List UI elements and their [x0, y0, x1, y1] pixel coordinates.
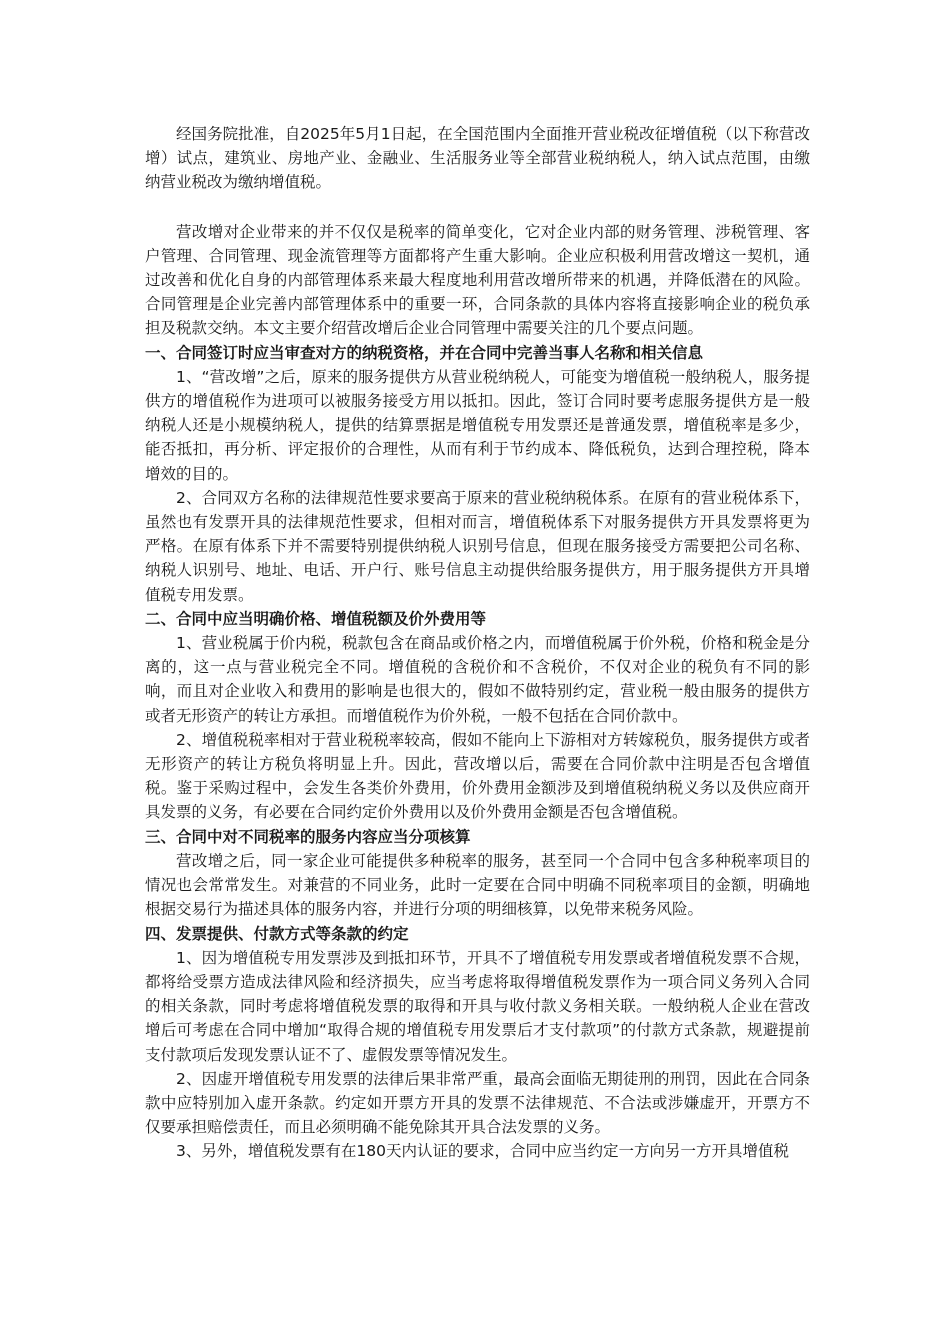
section-1-paragraph-2: 2、合同双方名称的法律规范性要求要高于原来的营业税纳税体系。在原有的营业税体系下，虽然也有发票开具的法律规范性要求，但相对而言，增值税体系下对服务提供方开具发票将更为严格。在原有体系下并不需要特别提供纳税人识别号信息，但现在服务接受方需要把公司名称、纳税人识别号、地址、电话、开户行、账号信息主动提供给服务提供方，用于服务提供方开具增值税专用发票。 — [145, 488, 810, 604]
document-page — [145, 122, 810, 1164]
section-4-paragraph-3: 3、另外，增值税发票有在180天内认证的要求，合同中应当约定一方向另一方开具增值税 — [176, 1142, 789, 1161]
section-3-heading: 三、合同中对不同税率的服务内容应当分项核算 — [145, 827, 471, 846]
section-1-paragraph-1: 1、“营改增”之后，原来的服务提供方从营业税纳税人，可能变为增值税一般纳税人，服务提供方的增值税作为进项可以被服务接受方用以抵扣。因此，签订合同时要考虑服务提供方是一般纳税人还是小规模纳税人，提供的结算票据是增值税专用发票还是普通发票，增值税率是多少，能否抵扣，再分析、评定报价的合理性，从而有利于节约成本、降低税负，达到合理控税，降本增效的目的。 — [145, 367, 810, 483]
intro-paragraph-2: 营改增对企业带来的并不仅仅是税率的简单变化，它对企业内部的财务管理、涉税管理、客户管理、合同管理、现金流管理等方面都将产生重大影响。企业应积极利用营改增这一契机，通过改善和优化自身的内部管理体系来最大程度地利用营改增所带来的机遇，并降低潜在的风险。合同管理是企业完善内部管理体系中的重要一环，合同条款的具体内容将直接影响企业的税负承担及税款交纳。本文主要介绍营改增后企业合同管理中需要关注的几个要点问题。 — [145, 222, 810, 338]
section-4-paragraph-2: 2、因虚开增值税专用发票的法律后果非常严重，最高会面临无期徒刑的刑罚，因此在合同条款中应特别加入虚开条款。约定如开票方开具的发票不法律规范、不合法或涉嫌虚开，开票方不仅要承担赔偿责任，而且必须明确不能免除其开具合法发票的义务。 — [145, 1069, 810, 1137]
paragraph-gap — [145, 195, 810, 220]
section-4-heading: 四、发票提供、付款方式等条款的约定 — [145, 924, 409, 943]
intro-paragraph-1: 经国务院批准，自2025年5月1日起，在全国范围内全面推开营业税改征增值税（以下称营改增）试点，建筑业、房地产业、金融业、生活服务业等全部营业税纳税人，纳入试点范围，由缴纳营业税改为缴纳增值税。 — [145, 125, 810, 192]
section-2-heading: 二、合同中应当明确价格、增值税额及价外费用等 — [145, 609, 487, 628]
section-4-paragraph-1: 1、因为增值税专用发票涉及到抵扣环节，开具不了增值税专用发票或者增值税发票不合规，都将给受票方造成法律风险和经济损失，应当考虑将取得增值税发票作为一项合同义务列入合同的相关条款，同时考虑将增值税发票的取得和开具与收付款义务相关联。一般纳税人企业在营改增后可考虑在合同中增加“取得合规的增值税专用发票后才支付款项”的付款方式条款，规避提前支付款项后发现发票认证不了、虚假发票等情况发生。 — [145, 948, 810, 1064]
section-3-paragraph-1: 营改增之后，同一家企业可能提供多种税率的服务，甚至同一个合同中包含多种税率项目的情况也会常常发生。对兼营的不同业务，此时一定要在合同中明确不同税率项目的金额，明确地根据交易行为描述具体的服务内容，并进行分项的明细核算，以免带来税务风险。 — [145, 851, 810, 919]
section-2-paragraph-1: 1、营业税属于价内税，税款包含在商品或价格之内，而增值税属于价外税，价格和税金是分离的，这一点与营业税完全不同。增值税的含税价和不含税价，不仅对企业的税负有不同的影响，而且对企业收入和费用的影响是也很大的，假如不做特别约定，营业税一般由服务的提供方或者无形资产的转让方承担。而增值税作为价外税，一般不包括在合同价款中。 — [145, 634, 810, 725]
section-1-heading: 一、合同签订时应当审查对方的纳税资格，并在合同中完善当事人名称和相关信息 — [145, 343, 704, 362]
section-2-paragraph-2: 2、增值税税率相对于营业税税率较高，假如不能向上下游相对方转嫁税负，服务提供方或者无形资产的转让方税负将明显上升。因此，营改增以后，需要在合同价款中注明是否包含增值税。鉴于采购过程中，会发生各类价外费用，价外费用金额涉及到增值税纳税义务以及供应商开具发票的义务，有必要在合同约定价外费用以及价外费用金额是否包含增值税。 — [145, 730, 810, 822]
